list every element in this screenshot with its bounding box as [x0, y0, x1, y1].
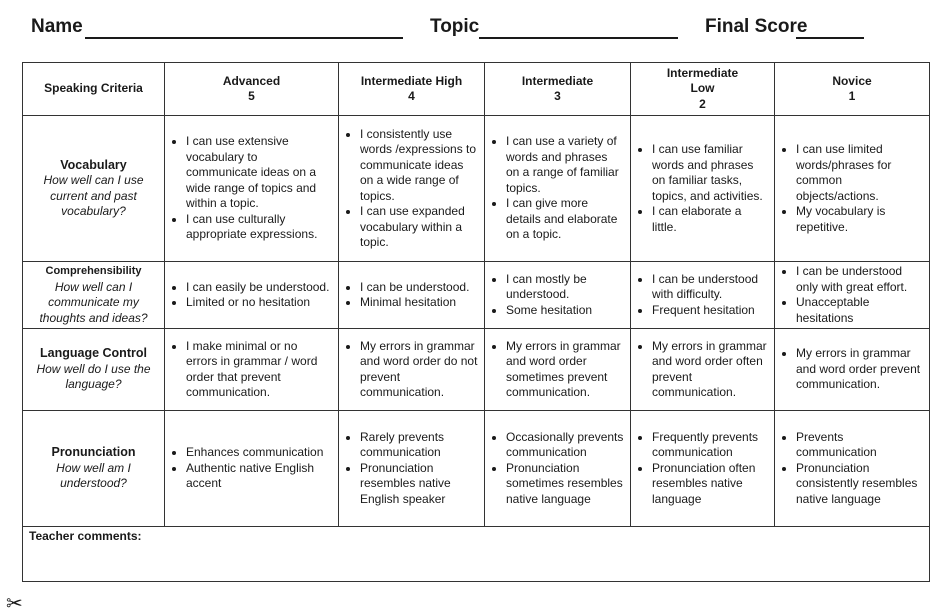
descriptor-item: • Prevents communication — [796, 430, 923, 461]
descriptor-cell — [485, 262, 631, 329]
descriptor-item: • Some hesitation — [506, 303, 624, 319]
descriptor-cell — [631, 116, 775, 262]
descriptor-item: • I can use a variety of words and phrases on a range of familiar topics. — [506, 134, 624, 196]
descriptor-item: • I can elaborate a little. — [652, 204, 768, 235]
descriptor-item: • I can be understood only with great effort. — [796, 264, 923, 295]
col-header-novice — [775, 63, 930, 116]
col-title: Novice — [832, 73, 872, 88]
criteria-cell — [23, 262, 165, 329]
col-title: Advanced — [222, 73, 281, 88]
descriptor-item: • I can use expanded vocabulary within a topic. — [360, 204, 478, 251]
descriptor-cell — [165, 262, 339, 329]
descriptor-item: • Pronunciation consistently resembles native language — [796, 461, 923, 508]
final-score-blank-line[interactable] — [796, 37, 864, 39]
header-row — [0, 14, 951, 42]
descriptor-item: • Limited or no hesitation — [186, 295, 332, 311]
criteria-cell — [23, 411, 165, 527]
descriptor-item: • My vocabulary is repetitive. — [796, 204, 923, 235]
descriptor-cell — [775, 411, 930, 527]
descriptor-cell — [339, 262, 485, 329]
descriptor-item: • My errors in grammar and word order prevent communication. — [796, 346, 923, 393]
criteria-question: How well do I use the language? — [36, 361, 151, 392]
descriptor-item: • My errors in grammar and word order sometimes prevent communication. — [506, 339, 624, 401]
col-score: 4 — [408, 89, 415, 103]
col-score: 3 — [554, 89, 561, 103]
topic-blank-line[interactable] — [479, 37, 678, 39]
criteria-title: Language Control — [40, 346, 147, 361]
teacher-comments-row — [23, 527, 930, 582]
rubric-row-pronunciation — [23, 411, 930, 527]
descriptor-item: • Pronunciation sometimes resembles native language — [506, 461, 624, 508]
descriptor-cell — [485, 329, 631, 411]
descriptor-item: • Frequently prevents communication — [652, 430, 768, 461]
rubric-row-vocabulary — [23, 116, 930, 262]
descriptor-item: • My errors in grammar and word order do not prevent communication. — [360, 339, 478, 401]
descriptor-item: • Occasionally prevents communication — [506, 430, 624, 461]
descriptor-cell — [485, 411, 631, 527]
descriptor-item: • I can be understood. — [360, 280, 478, 296]
descriptor-item: • Unacceptable hesitations — [796, 295, 923, 326]
descriptor-cell — [339, 116, 485, 262]
descriptor-item: • Pronunciation often resembles native language — [652, 461, 768, 508]
name-blank-line[interactable] — [85, 37, 403, 39]
teacher-comments-label: Teacher comments: — [29, 529, 142, 543]
descriptor-item: • I can use extensive vocabulary to communicate ideas on a wide range of topics and within a topic. — [186, 134, 332, 212]
descriptor-item: • Enhances communication — [186, 445, 332, 461]
descriptor-item: • I can use culturally appropriate expressions. — [186, 212, 332, 243]
criteria-question: How well am I understood? — [56, 460, 131, 491]
criteria-cell — [23, 116, 165, 262]
col-header-criteria — [23, 63, 165, 116]
descriptor-cell — [485, 116, 631, 262]
col-header-intermediate-low — [631, 63, 775, 116]
col-header-intermediate — [485, 63, 631, 116]
criteria-cell — [23, 329, 165, 411]
descriptor-item: • I can easily be understood. — [186, 280, 332, 296]
criteria-title: Pronunciation — [51, 445, 136, 460]
rubric-row-comprehensibility — [23, 262, 930, 329]
descriptor-cell — [631, 329, 775, 411]
speaking-rubric-table — [22, 62, 930, 582]
descriptor-item: • I can be understood with difficulty. — [652, 272, 768, 303]
descriptor-item: • I can use familiar words and phrases on familiar tasks, topics, and activities. — [652, 142, 768, 204]
col-title: Intermediate — [666, 65, 739, 80]
rubric-header-row — [23, 63, 930, 116]
criteria-question: How well can I use current and past vocabulary? — [43, 173, 144, 218]
descriptor-item: • I consistently use words /expressions to communicate ideas on a wide range of topics. — [360, 127, 478, 205]
descriptor-item: • Rarely prevents communication — [360, 430, 478, 461]
descriptor-cell — [631, 411, 775, 527]
descriptor-item: • Authentic native English accent — [186, 461, 332, 492]
descriptor-item: • Minimal hesitation — [360, 295, 478, 311]
col-score: 2 — [699, 96, 706, 111]
descriptor-cell — [775, 262, 930, 329]
col-header-intermediate-high — [339, 63, 485, 116]
descriptor-item: • I can give more details and elaborate on a topic. — [506, 196, 624, 243]
rubric-row-language-control — [23, 329, 930, 411]
topic-label: Topic — [430, 16, 480, 37]
criteria-title: Vocabulary — [60, 157, 127, 172]
descriptor-cell — [339, 411, 485, 527]
descriptor-cell — [165, 411, 339, 527]
final-score-label: Final Score — [705, 16, 808, 37]
descriptor-cell — [339, 329, 485, 411]
name-label: Name — [31, 16, 83, 37]
col-score: 5 — [248, 89, 255, 103]
descriptor-item: • I can mostly be understood. — [506, 272, 624, 303]
descriptor-cell — [631, 262, 775, 329]
descriptor-cell — [775, 116, 930, 262]
col-header-advanced — [165, 63, 339, 116]
descriptor-item: • Frequent hesitation — [652, 303, 768, 319]
descriptor-item: • Pronunciation resembles native English speaker — [360, 461, 478, 508]
teacher-comments-area[interactable] — [23, 527, 930, 582]
col-subtitle: Low — [690, 81, 715, 96]
col-title: Intermediate — [521, 73, 594, 88]
col-score: 1 — [848, 89, 856, 103]
descriptor-item: • I make minimal or no errors in grammar / word order that prevent communication. — [186, 339, 332, 401]
descriptor-cell — [165, 329, 339, 411]
descriptor-item: • I can use limited words/phrases for common objects/actions. — [796, 142, 923, 204]
col-title: Intermediate High — [360, 73, 463, 88]
descriptor-item: • My errors in grammar and word order often prevent communication. — [652, 339, 768, 401]
scissors-icon: ✂ — [6, 593, 23, 615]
descriptor-cell — [775, 329, 930, 411]
criteria-title: Comprehensibility — [45, 265, 142, 277]
descriptor-cell — [165, 116, 339, 262]
criteria-question: How well can I communicate my thoughts and ideas? — [39, 279, 148, 325]
col-title: Speaking Criteria — [44, 81, 143, 96]
